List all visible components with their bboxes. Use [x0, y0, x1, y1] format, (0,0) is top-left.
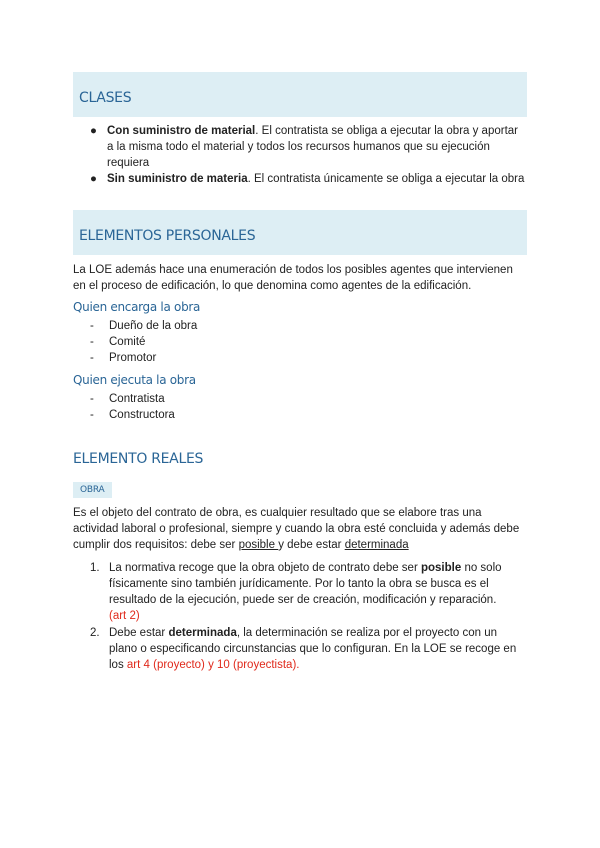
heading-elementos-personales: ELEMENTOS PERSONALES — [73, 210, 527, 255]
subheading-quien-ejecuta: Quien ejecuta la obra — [73, 373, 196, 387]
personales-intro: La LOE además hace una enumeración de todos los posibles agentes que intervienen en el proceso de edificación, lo que denomina como agentes de la edificación. — [73, 264, 513, 292]
bullet-icon: ● — [90, 173, 97, 185]
list-item: ● Sin suministro de materia. El contratista únicamente se obliga a ejecutar la obra — [90, 173, 525, 185]
list-item: 1. La normativa recoge que la obra objeto de contrato debe ser posible no solo físicamente sino también jurídicamente. Por lo tanto la obra se busca es el resultado de la ejecución, puede ser de creación, modificación y reparación. (art 2) — [90, 562, 502, 622]
list-item: - Comité — [90, 336, 146, 348]
encarga-list — [73, 318, 527, 366]
heading-clases: CLASES — [73, 72, 527, 117]
document-page — [73, 72, 527, 673]
subheading-quien-encarga: Quien encarga la obra — [73, 300, 201, 314]
tag-obra: OBRA — [73, 482, 112, 498]
reales-intro: Es el objeto del contrato de obra, es cualquier resultado que se elabore tras una actividad laboral o profesional, siempre y cuando la obra esté concluida y además debe cumplir dos requisitos: debe ser posible y debe estar determinada — [73, 507, 520, 551]
ejecuta-list — [73, 391, 527, 423]
list-item: - Constructora — [90, 409, 175, 421]
list-item: - Contratista — [90, 393, 165, 405]
clases-list — [73, 123, 527, 187]
list-item: - Promotor — [90, 352, 157, 364]
bullet-icon: ● — [90, 125, 97, 137]
list-item: - Dueño de la obra — [90, 320, 198, 332]
requisitos-list — [73, 560, 527, 673]
list-item: ● Con suministro de material. El contratista se obliga a ejecutar la obra y aportar a la misma todo el material y todos los recursos humanos que su ejecución requiera — [90, 125, 518, 169]
heading-elemento-reales: ELEMENTO REALES — [73, 451, 204, 467]
list-item: 2. Debe estar determinada, la determinación se realiza por el proyecto con un plano o especificando circunstancias que lo configuran. En la LOE se recoge en los art 4 (proyecto) y 10 (proyectista). — [90, 627, 517, 671]
